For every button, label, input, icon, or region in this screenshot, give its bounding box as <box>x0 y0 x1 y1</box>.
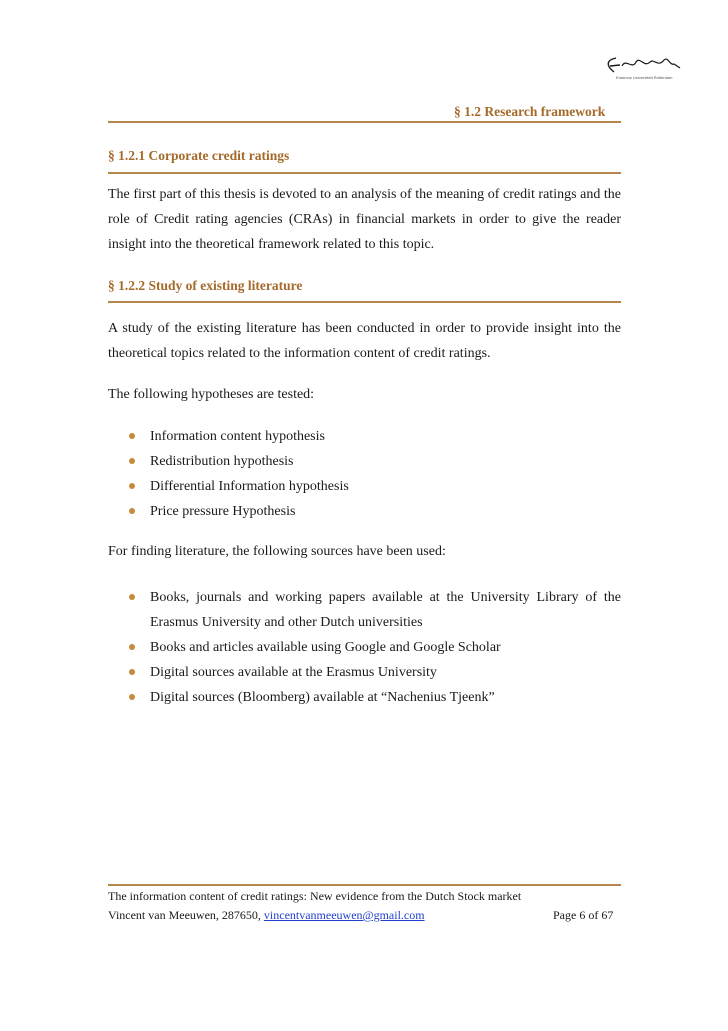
email-link[interactable]: vincentvanmeeuwen@gmail.com <box>263 908 425 922</box>
logo-caption: Erasmus Universiteit Rotterdam <box>616 75 673 80</box>
running-header: § 1.2 Research framework <box>454 104 606 119</box>
bullet-icon <box>129 594 135 600</box>
list-item: Books, journals and working papers available at the University Library of the Erasmus University and other Dutch universities <box>108 585 621 635</box>
hypotheses-list <box>108 424 621 524</box>
footer-author-text: Vincent van Meeuwen, 287650, <box>108 908 264 922</box>
list-item: Price pressure Hypothesis <box>108 499 621 524</box>
list-item: Differential Information hypothesis <box>108 474 621 499</box>
header-rule <box>108 121 621 123</box>
page-number: Page 6 of 67 <box>553 908 614 922</box>
paragraph-intro: The first part of this thesis is devoted to an analysis of the meaning of credit ratings and the role of Credit rating agencies (CRAs) in financial markets in order to give the reader insight into the theoretical framework related to this topic. <box>108 187 621 252</box>
paragraph-literature: A study of the existing literature has been conducted in order to provide insight into the theoretical topics related to the information content of credit ratings. <box>108 321 621 361</box>
heading-existing-literature: § 1.2.2 Study of existing literature <box>108 278 303 293</box>
bullet-icon <box>129 694 135 700</box>
bullet-icon <box>129 508 135 514</box>
bullet-icon <box>129 433 135 439</box>
list-item: Digital sources available at the Erasmus University <box>108 660 621 685</box>
bullet-icon <box>129 458 135 464</box>
heading-rule <box>108 172 621 174</box>
heading-corporate-credit-ratings: § 1.2.1 Corporate credit ratings <box>108 148 290 163</box>
erasmus-logo <box>596 50 696 86</box>
bullet-icon <box>129 644 135 650</box>
list-item: Information content hypothesis <box>108 424 621 449</box>
footer-rule <box>108 884 621 886</box>
hypotheses-intro: The following hypotheses are tested: <box>108 387 315 402</box>
sources-list <box>108 585 621 710</box>
heading-rule <box>108 301 621 303</box>
footer-author <box>108 908 425 923</box>
sources-intro: For finding literature, the following sources have been used: <box>108 544 446 559</box>
footer-title: The information content of credit ratings: New evidence from the Dutch Stock market <box>108 889 522 903</box>
bullet-icon <box>129 483 135 489</box>
bullet-icon <box>129 669 135 675</box>
list-item: Books and articles available using Google and Google Scholar <box>108 635 621 660</box>
list-item: Digital sources (Bloomberg) available at “Nachenius Tjeenk” <box>108 685 621 710</box>
list-item: Redistribution hypothesis <box>108 449 621 474</box>
